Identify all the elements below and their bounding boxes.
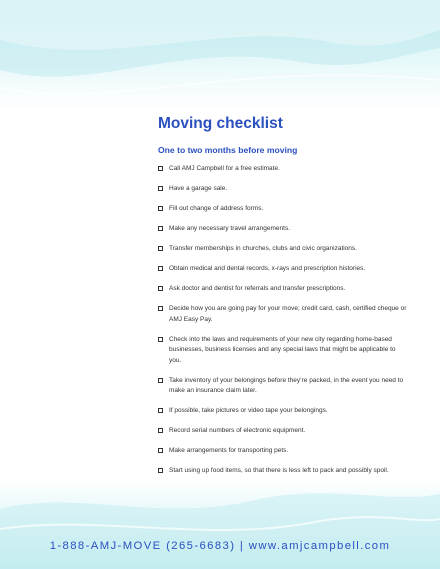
checklist-item-label: Obtain medical and dental records, x-rays and prescription histories.	[169, 265, 366, 272]
checkbox-icon[interactable]	[158, 337, 163, 342]
checklist-item-label: Decide how you are going pay for your move; credit card, cash, certified cheque or AMJ Easy Pay.	[169, 305, 407, 323]
checklist-item-label: Make arrangements for transporting pets.	[169, 447, 289, 454]
checklist-item-label: Check into the laws and requirements of your new city regarding home-based businesses, business licenses and any special laws that might be applicable to you.	[169, 335, 396, 364]
checklist-item-label: Make any necessary travel arrangements.	[169, 225, 291, 232]
checkbox-icon[interactable]	[158, 246, 163, 251]
checkbox-icon[interactable]	[158, 448, 163, 453]
checkbox-icon[interactable]	[158, 378, 163, 383]
top-wave-decoration	[0, 0, 440, 110]
checklist-item	[158, 376, 408, 397]
checkbox-icon[interactable]	[158, 206, 163, 211]
checklist-item	[158, 164, 408, 175]
checklist-item-label: Take inventory of your belongings before they’re packed, in the event you need to make an insurance claim later.	[169, 376, 404, 394]
checklist-item-label: Call AMJ Campbell for a free estimate.	[169, 165, 280, 172]
checklist-item	[158, 426, 408, 437]
checklist-item	[158, 335, 408, 367]
section-heading: One to two months before moving	[158, 145, 298, 155]
checklist-item	[158, 284, 408, 295]
checkbox-icon[interactable]	[158, 186, 163, 191]
checklist	[158, 164, 408, 477]
checkbox-icon[interactable]	[158, 266, 163, 271]
footer-contact: 1-888-AMJ-MOVE (265-6683) | www.amjcampbell.com	[49, 540, 391, 552]
checklist-item	[158, 406, 408, 417]
checklist-item	[158, 466, 408, 477]
checklist-item-label: If possible, take pictures or video tape your belongings.	[169, 407, 328, 414]
checklist-item	[158, 224, 408, 235]
checklist-item	[158, 184, 408, 195]
checkbox-icon[interactable]	[158, 226, 163, 231]
checklist-item	[158, 446, 408, 457]
checkbox-icon[interactable]	[158, 468, 163, 473]
checklist-item-label: Start using up food items, so that there is less left to pack and possibly spoil.	[169, 467, 389, 474]
checklist-item	[158, 204, 408, 215]
page-title: Moving checklist	[158, 115, 283, 132]
checklist-item	[158, 244, 408, 255]
checkbox-icon[interactable]	[158, 408, 163, 413]
checklist-item-label: Fill out change of address forms.	[169, 205, 264, 212]
checkbox-icon[interactable]	[158, 306, 163, 311]
checklist-item	[158, 264, 408, 275]
checklist-item-label: Record serial numbers of electronic equipment.	[169, 427, 306, 434]
checklist-item-label: Transfer memberships in churches, clubs and civic organizations.	[169, 245, 357, 252]
checklist-content	[158, 114, 408, 486]
checkbox-icon[interactable]	[158, 166, 163, 171]
checklist-item	[158, 304, 408, 325]
checklist-item-label: Ask doctor and dentist for referrals and transfer prescriptions.	[169, 285, 346, 292]
checkbox-icon[interactable]	[158, 286, 163, 291]
checkbox-icon[interactable]	[158, 428, 163, 433]
checklist-item-label: Have a garage sale.	[169, 185, 228, 192]
